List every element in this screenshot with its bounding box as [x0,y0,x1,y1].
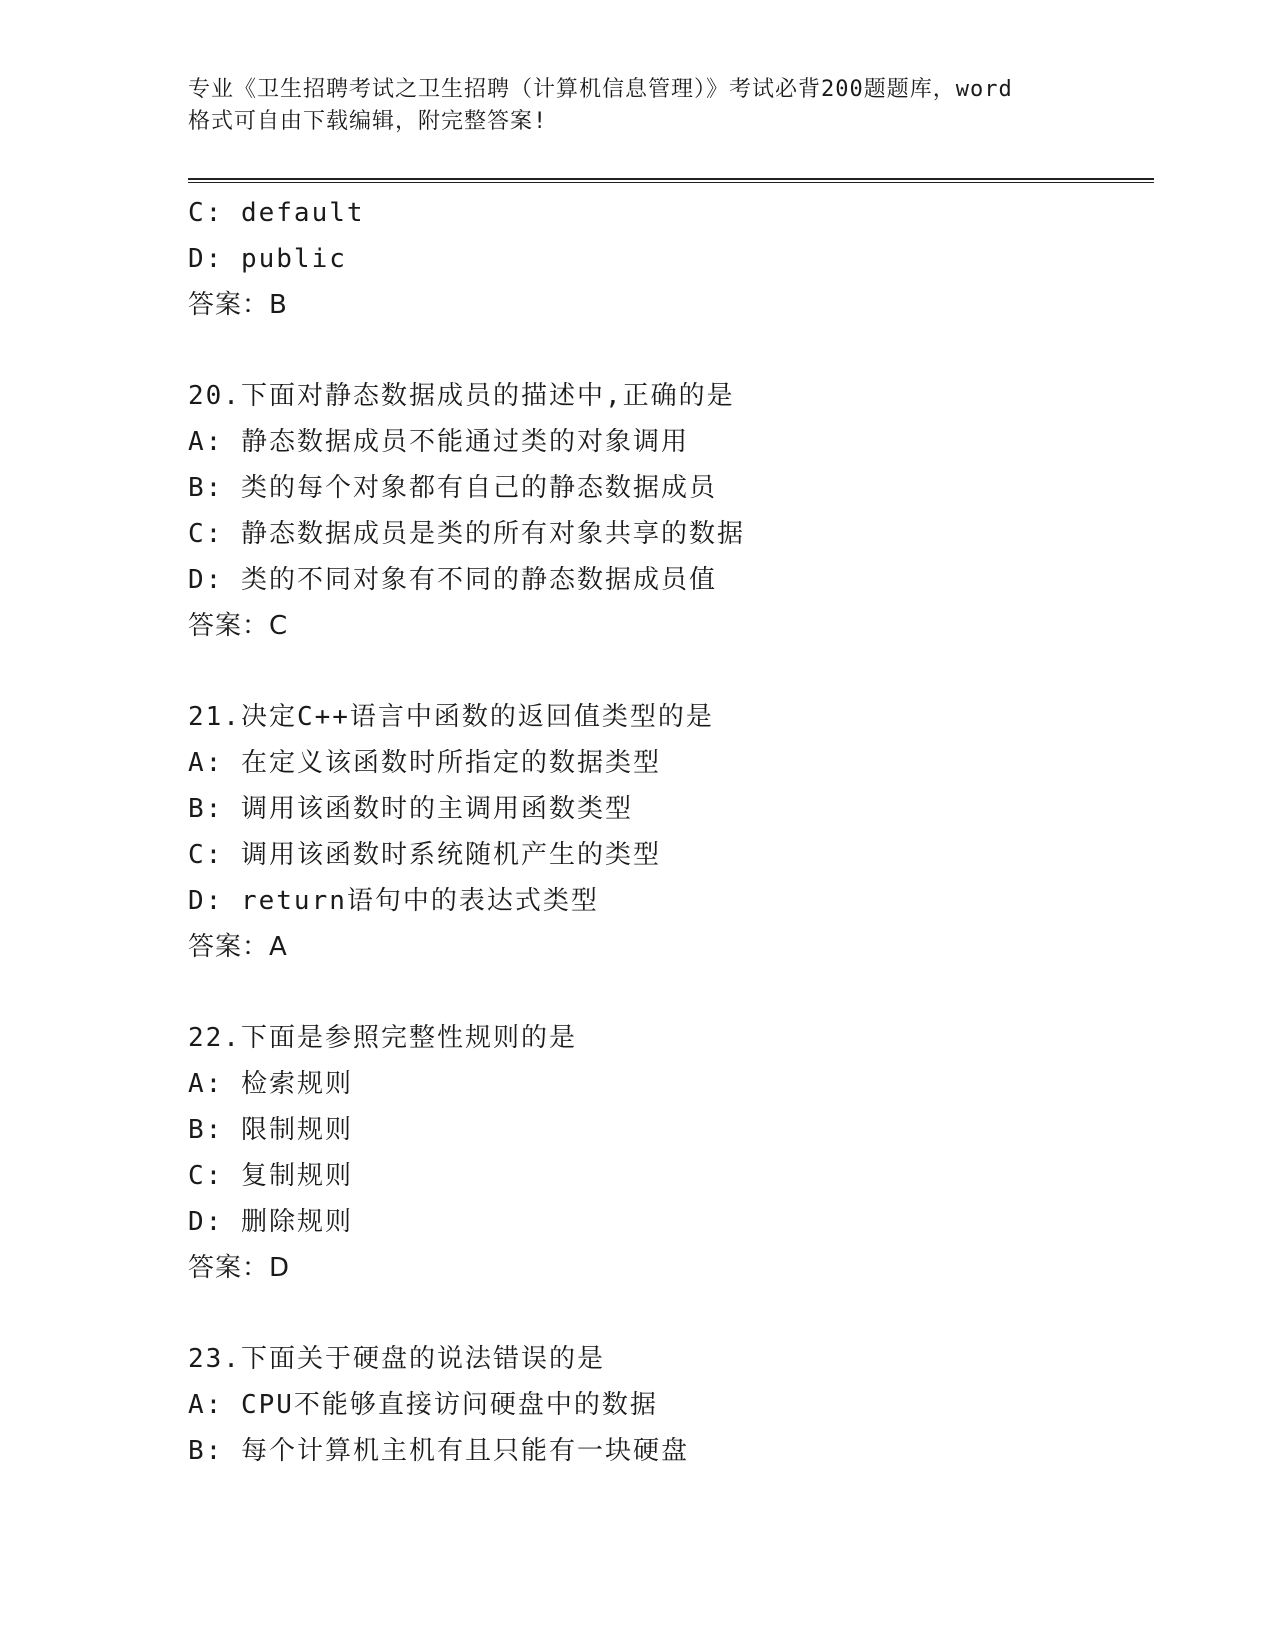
option-d: D: public [188,244,347,274]
option-d: D: return语句中的表达式类型 [188,886,599,916]
option-a: A: CPU不能够直接访问硬盘中的数据 [188,1390,658,1420]
option-c: C: 复制规则 [188,1161,353,1191]
option-b: B: 限制规则 [188,1115,353,1145]
answer-line: 答案：D [188,1253,291,1283]
option-c: C: default [188,198,365,228]
option-c: C: 静态数据成员是类的所有对象共享的数据 [188,519,745,549]
header-title-line-1: 专业《卫生招聘考试之卫生招聘（计算机信息管理）》考试必背200题题库，word [188,77,1013,102]
header-divider [188,178,1154,183]
answer-line: 答案：B [188,290,288,320]
question-block-22 [188,1015,1154,1291]
question-stem: 21.决定C++语言中函数的返回值类型的是 [188,702,714,732]
question-block-19 [188,190,1154,328]
option-a: A: 静态数据成员不能通过类的对象调用 [188,427,689,457]
question-block-20 [188,373,1154,649]
option-a: A: 在定义该函数时所指定的数据类型 [188,748,661,778]
question-stem: 20.下面对静态数据成员的描述中,正确的是 [188,381,735,411]
question-stem: 22.下面是参照完整性规则的是 [188,1023,577,1053]
question-block-21 [188,694,1154,970]
header-title-line-2: 格式可自由下载编辑，附完整答案! [188,109,548,134]
answer-line: 答案：A [188,932,288,962]
option-b: B: 每个计算机主机有且只能有一块硬盘 [188,1436,689,1466]
option-b: B: 调用该函数时的主调用函数类型 [188,794,633,824]
option-c: C: 调用该函数时系统随机产生的类型 [188,840,661,870]
option-d: D: 类的不同对象有不同的静态数据成员值 [188,565,717,595]
question-stem: 23.下面关于硬盘的说法错误的是 [188,1344,605,1374]
answer-line: 答案：C [188,611,289,641]
document-header [188,74,1088,138]
option-d: D: 删除规则 [188,1207,353,1237]
question-list [188,190,1154,1474]
question-block-23 [188,1336,1154,1474]
option-a: A: 检索规则 [188,1069,353,1099]
option-b: B: 类的每个对象都有自己的静态数据成员 [188,473,717,503]
